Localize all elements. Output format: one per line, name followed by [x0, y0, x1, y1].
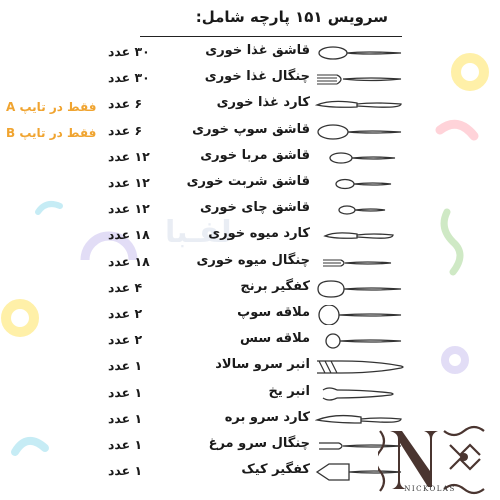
item-name: قاشق چای خوری: [199, 200, 310, 216]
list-item: [0, 197, 500, 223]
item-quantity: ۶ عدد: [108, 96, 143, 112]
item-name: قاشق مربا خوری: [200, 147, 310, 163]
title-underline: [140, 36, 402, 37]
watermark: لفـبا: [165, 215, 232, 250]
item-name: چنگال غذا خوری: [204, 69, 310, 85]
rice-spatula-icon: [315, 279, 405, 299]
item-name: چنگال سرو مرغ: [208, 436, 310, 451]
fork-icon: [315, 69, 405, 89]
item-name: کارد غذا خوری: [216, 95, 310, 111]
item-quantity: ۱۲ عدد: [108, 148, 150, 164]
page-title: سرویس ۱۵۱ پارچه شامل:: [195, 8, 388, 26]
item-name: ملاقه سس: [239, 331, 310, 347]
knife-icon: [315, 95, 405, 115]
item-quantity: ۲ عدد: [108, 332, 143, 348]
item-name: چنگال میوه خوری: [196, 252, 310, 268]
tea-spoon-icon: [315, 200, 405, 220]
syrup-spoon-icon: [315, 174, 405, 194]
list-item: [0, 66, 500, 92]
item-quantity: ۱۸ عدد: [108, 227, 150, 243]
list-item: [0, 276, 500, 302]
item-quantity: ۲ عدد: [108, 306, 143, 321]
list-item: [0, 40, 500, 66]
item-name: قاشق سوپ خوری: [192, 121, 310, 137]
item-quantity: ۱ عدد: [108, 410, 143, 426]
logo-text: NICKOLAS: [404, 485, 456, 493]
item-name: کارد میوه خوری: [208, 226, 310, 242]
item-quantity: ۱ عدد: [108, 358, 143, 374]
list-item: [0, 92, 500, 118]
list-item: [0, 354, 500, 380]
list-item: [0, 171, 500, 197]
item-name: کفگیر برنج: [240, 278, 310, 294]
jam-spoon-icon: [315, 148, 405, 168]
item-name: انبر یخ: [268, 383, 310, 399]
item-name: انبر سرو سالاد: [215, 357, 310, 373]
list-item: [0, 328, 500, 354]
item-quantity: ۳۰ عدد: [108, 44, 150, 59]
item-name: قاشق غذا خوری: [205, 43, 310, 58]
item-quantity: ۱ عدد: [108, 437, 143, 452]
list-item: [0, 119, 500, 145]
fruit-knife-icon: [315, 226, 405, 246]
item-name: کفگیر کیک: [241, 462, 310, 478]
item-quantity: ۱۲ عدد: [108, 175, 150, 190]
list-item: [0, 145, 500, 171]
item-quantity: ۴ عدد: [108, 279, 143, 295]
item-quantity: ۱۲ عدد: [108, 201, 150, 217]
fruit-fork-icon: [315, 253, 405, 273]
item-name: قاشق شربت خوری: [186, 174, 310, 189]
item-name: کارد سرو بره: [224, 409, 310, 425]
item-quantity: ۱۸ عدد: [108, 253, 150, 269]
note-type-a: فقط در تایپ A: [6, 100, 97, 114]
item-quantity: ۳۰ عدد: [108, 70, 150, 86]
item-quantity: ۱ عدد: [108, 384, 143, 400]
item-quantity: ۱ عدد: [108, 463, 143, 479]
list-item: [0, 223, 500, 249]
item-quantity: ۶ عدد: [108, 122, 143, 138]
item-name: ملاقه سوپ: [237, 305, 310, 320]
soup-spoon-icon: [315, 122, 405, 142]
list-item: [0, 302, 500, 328]
note-type-b: فقط در تایپ B: [6, 126, 97, 140]
spoon-icon: [315, 43, 405, 63]
list-item: [0, 381, 500, 407]
list-item: [0, 250, 500, 276]
soup-ladle-icon: [315, 305, 405, 325]
ice-tongs-icon: [315, 384, 405, 404]
sauce-ladle-icon: [315, 331, 405, 351]
salad-tongs-icon: [315, 357, 405, 377]
